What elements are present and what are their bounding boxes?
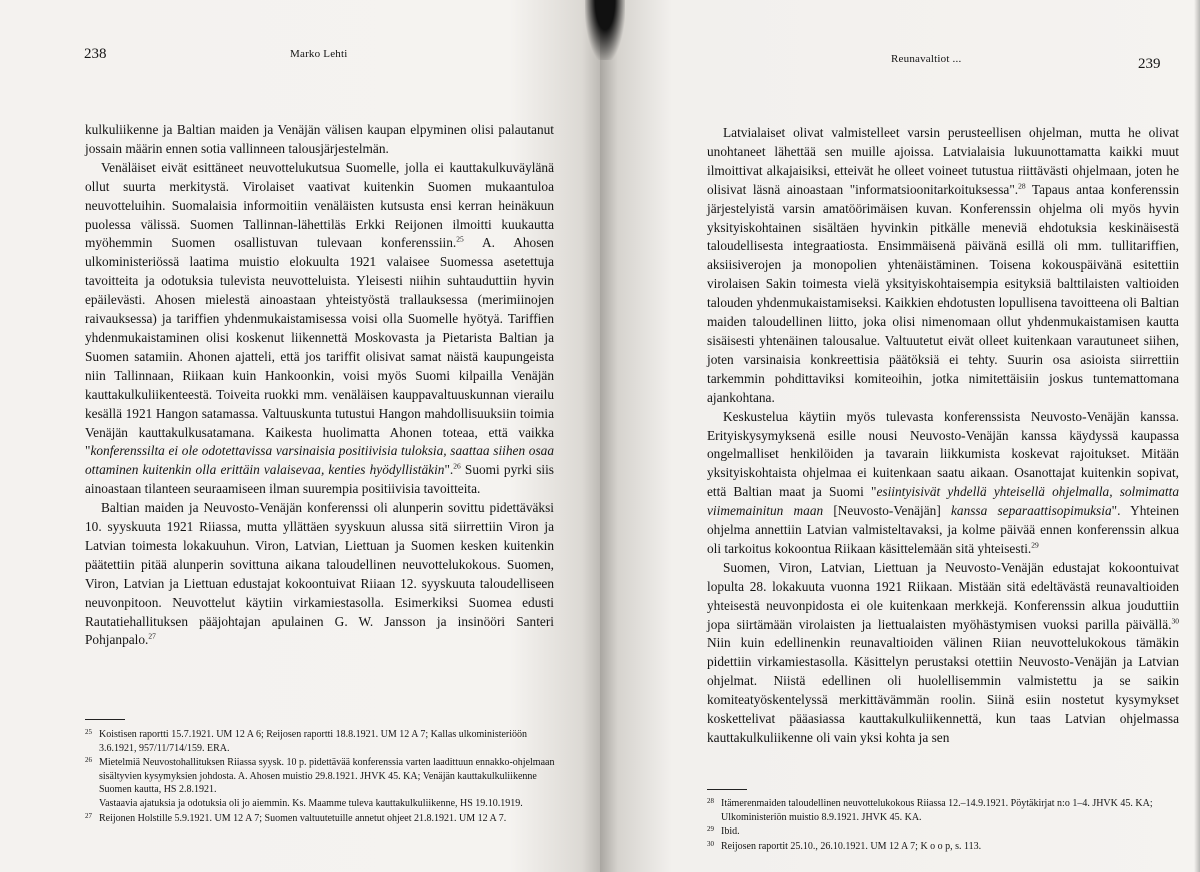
footnote-text: Mietelmiä Neuvostohallituksen Riiassa syysk. 10 p. pidettävää konferenssia varten laadittuun ennakko-ohjelmaan sisältyvien kysymyksien johdosta. A. Ahosen muistio 29.8.1921. JHVK 45. KA; Venäjän kauttakulkuliikenne Suomen kautta, HS 2.8.1921. xyxy=(99,757,555,796)
text-run: Latvialaiset olivat valmistelleet varsin perusteellisen ohjelman, mutta he olivat unohtaneet lähettää sen muille ajoissa. Latvialaisia lukuunottamatta kaikki muut ilmoittivat alkajaisiksi, etteivät he olleet voineet tutustua riittävästi ohjelmaan, joten he olisivat läsnä ainoastaan "informatsioonitarkoituksessa". xyxy=(707,125,1179,197)
text-run: Venäläiset eivät esittäneet neuvottelukutsua Suomelle, jolla ei kauttakulkuväylänä ollut suurta merkitystä. Virolaiset vaativat kuitenkin Suomen mukaantuloa neuvotteluihin. Suomalaisia informoitiin venäläisten kutsusta ensi kerran heinäkuun puolessa välissä. Suomen Tallinnan-lähettiläs Erkki Reijonen ilmoitti kuukautta myöhemmin Suomen osallistuvan tulevaan konferenssiin. xyxy=(85,159,554,251)
footnote-reference: 28 xyxy=(1018,181,1026,191)
footnote-text: Vastaavia ajatuksia ja odotuksia oli jo aiemmin. Ks. Maamme tuleva kauttakulkuliikenne, HS 19.10.1919. xyxy=(99,797,523,809)
footnote-text: Reijosen raportit 25.10., 26.10.1921. UM 12 A 7; K o o p, s. 113. xyxy=(721,840,982,852)
italic-quote: konferenssilta ei ole odotettavissa varsinaisia positiivisia tuloksia, saattaa siihen osaa ottaminen kuitenkin olla erittäin valaisevaa, kenties hyödyllistäkin xyxy=(85,443,554,478)
text-run: A. Ahosen ulkoministeriössä laatima muistio elokuulta 1921 valaisee Suomessa asetettuja tavoitteita ja odotuksia tulevista neuvotteluista. Yleisesti niihin suhtauduttiin hyvin epäilevästi. Ahosen mielestä ainoastaan yhteistyöstä trallauksessa (merimiinojen raivauksessa) ja tariffien yhdenmukaistamisessa voisi olla Suomelle hyötyä. Tariffien yhdenmukaistaminen olisi koskenut liikennettä Moskovasta ja Pietarista Baltian ja Suomen satamiin. Ahonen ajatteli, että jos tariffit olisivat samat näistä kaupungeista niin Tallinnaan, Riikaan kuin Hankoonkin, voisi myös Suomi kilpailla Venäjän kauttakulkuliikenteestä. Toiveita ruokki mm. venäläisen kauppavaltuuskunnan vierailu kesällä 1921 Hangon satamassa. Valtuuskunta tutustui Hangon mahdollisuuksiin toimia Venäjän kauttakulkusatamana. Kaikesta huolimatta Ahonen toteaa, että vaikka " xyxy=(85,235,554,459)
footnote-text: Itämerenmaiden taloudellinen neuvottelukokous Riiassa 12.–14.9.1921. Pöytäkirjat n:o 1–4. JHVK 45. KA; Ulkoministeriön muistio 8.9.1921. JHVK 45. KA. xyxy=(721,798,1153,823)
footnote-number: 30 xyxy=(707,839,714,848)
footnote-number: 26 xyxy=(85,756,92,765)
text-run: Baltian maiden ja Neuvosto-Venäjän konferenssi oli alunperin sovittu pidettäväksi 10. syyskuuta 1921 Riiassa, mutta yllättäen syyskuun alussa sitä siirrettiin Viron ja Latvian toimesta lokakuuhun. Viron, Latvian, Liettuan ja Suomen kesken kuitenkin päätettiin pitää alunperin sovittuna aikana taloudellinen neuvottelukokous. Suomen, Viron, Latvian ja Liettuan edustajat kokoontuivat Riiaan 12. syyskuuta taloudelliseen neuvonpitoon. Neuvottelut käytiin virkamiestasolla. Esimerkiksi Suomea edusti Rautatiehallituksen pääjohtajan apulainen G. W. Jansson ja insinööri Santeri Pohjanpalo. xyxy=(85,500,554,648)
page-number-left: 238 xyxy=(84,46,107,62)
text-run: Tapaus antaa konferenssin järjestelyistä varsin amatöörimäisen kuvan. Konferenssin ohjelma oli myös hyvin yksityiskohtainen sisältäen hyvinkin pitkälle meneviä ehdotuksia keskinäisestä taloudellisesta integraatiosta. Ensimmäisenä päivänä esillä oli mm. tullitariffien, aksiisiverojen ja monopolien yhtenäistäminen. Toisena kokouspäivänä esitettiin virolaisen Sakin toimesta vielä yksityiskohtaisempia esityksiä balttilaisten valtioiden talouden yhdenmukaistamiseksi. Kaikkien ehdotusten lopullisena tavoitteena oli Baltian maiden taloudellinen liitto, joka olisi nimenomaan ollut yhdenmukaistamisen kautta sisäisesti yhtenäinen talousalue. Valtuutetut eivät olleet kuitenkaan varautuneet siihen, joten varsinaisia konkreettisia päätöksiä ei tehty. Suurin osa asioista siirrettiin tarkemmin pohdittaviksi komiteoihin, jotka nimitettäisiin joskus tuntemattomana ajankohtana. xyxy=(707,181,1179,405)
footnote-number: 28 xyxy=(707,797,714,805)
footnote-number: 27 xyxy=(85,811,92,820)
footnote-rule-right xyxy=(707,789,747,790)
paragraph xyxy=(85,499,554,650)
text-run: [Neuvosto-Venäjän] xyxy=(823,503,951,519)
paragraph xyxy=(707,559,1179,748)
italic-quote: esiintyisivät yhdellä yhteisellä ohjelmalla, solmimatta viimemainitun maan xyxy=(707,484,1180,519)
footnote xyxy=(85,728,555,755)
footnote-number: 25 xyxy=(85,728,92,736)
footnote xyxy=(85,812,555,826)
footnote-reference: 29 xyxy=(1031,540,1039,550)
paragraph xyxy=(85,159,554,499)
paragraph xyxy=(85,121,554,159)
text-run: ". xyxy=(444,462,454,478)
paragraph xyxy=(707,124,1179,408)
footnote xyxy=(707,797,1179,824)
footnote xyxy=(85,756,555,810)
left-body-text xyxy=(85,121,554,650)
right-body-text xyxy=(707,124,1179,748)
footnote-reference: 27 xyxy=(148,632,156,642)
page-edge-shadow xyxy=(1194,0,1200,872)
footnote-reference: 26 xyxy=(453,461,461,471)
footnote-rule-left xyxy=(85,719,125,720)
footnote-number: 29 xyxy=(707,825,714,834)
text-run: Niin kuin edellinenkin reunavaltioiden välinen Riian neuvottelukokous tämäkin pidettiin virkamiestasolla. Käsittelyn perustaksi otettiin Neuvosto-Venäjän ja Latvian ohjelmat. Niistä edellinen oli huolellisemmin valmistettu ja se saikin komiteatyöskentelyssä merkittävämmän roolin. Siinä esiin nostetut kysymykset koskettelivat pääasiassa kauttakulkuliikennettä, kun taas Latvian ohjelmassa kauttakulkuliikenne oli vain yksi kohta ja sen xyxy=(707,635,1179,745)
right-page xyxy=(600,0,1200,872)
paragraph xyxy=(707,408,1179,559)
text-run: ". Yhteinen ohjelma annettiin Latvian valmisteltavaksi, ja kolme päivää ennen konferenssin alkua oli tarkoitus kokoontua Riikaan käsittelemään sitä yhteisesti. xyxy=(707,503,1179,556)
text-run: Suomen, Viron, Latvian, Liettuan ja Neuvosto-Venäjän edustajat kokoontuivat lopulta 28. lokakuuta vuonna 1921 Riikaan. Mistään sitä edeltävästä reunavaltioiden yhteisestä neuvonpidosta ei ole kuitenkaan merkkejä. Konferenssin alkua jouduttiin jopa siirtämään virolaisten ja liettualaisten myöhästymisen vuoksi parilla päivällä. xyxy=(707,559,1179,632)
running-head-right: Reunavaltiot ... xyxy=(891,53,962,65)
footnote xyxy=(707,840,1179,854)
footnote xyxy=(707,825,1179,839)
italic-quote: kanssa separaattisopimuksia xyxy=(950,503,1112,519)
footnote-text: Ibid. xyxy=(721,826,740,838)
footnote-reference: 25 xyxy=(456,235,464,244)
left-footnotes xyxy=(85,728,555,826)
right-footnotes xyxy=(707,797,1179,854)
page-number-right: 239 xyxy=(1138,56,1161,72)
text-run: Keskustelua käytiin myös tulevasta konferenssista Neuvosto-Venäjän kanssa. Erityiskysymyksenä esille nousi Neuvosto-Venäjän kanssa käydyssä kaupassa ongelmalliset henkilöiden ja tavarain liikkumista koskevat rajoitukset. Mitään yksityiskohtaista ohjelmaa ei kuitenkaan saatu aikaan. Osanottajat kuitenkin sopivat, että Baltian maat ja Suomi " xyxy=(707,408,1179,500)
running-head-left: Marko Lehti xyxy=(290,48,348,60)
footnote-text: Reijonen Holstille 5.9.1921. UM 12 A 7; Suomen valtuutetuille annetut ohjeet 21.8.1921. UM 12 A 7. xyxy=(99,812,507,824)
gutter-shadow xyxy=(585,0,625,60)
footnote-reference: 30 xyxy=(1171,616,1179,626)
text-run: Suomi pyrki siis ainoastaan tilanteen seuraamiseen ilman suurempia positiivisia tavoitteita. xyxy=(85,462,555,497)
footnote-text: Koistisen raportti 15.7.1921. UM 12 A 6; Reijosen raportti 18.8.1921. UM 12 A 7; Kallas ulkoministeriöön 3.6.1921, 957/11/714/159. ERA. xyxy=(99,729,528,754)
text-run: kulkuliikenne ja Baltian maiden ja Venäjän välisen kaupan elpyminen olisi palautanut jossain määrin ennen sotia vallinneen talousjärjestelmän. xyxy=(85,122,554,156)
